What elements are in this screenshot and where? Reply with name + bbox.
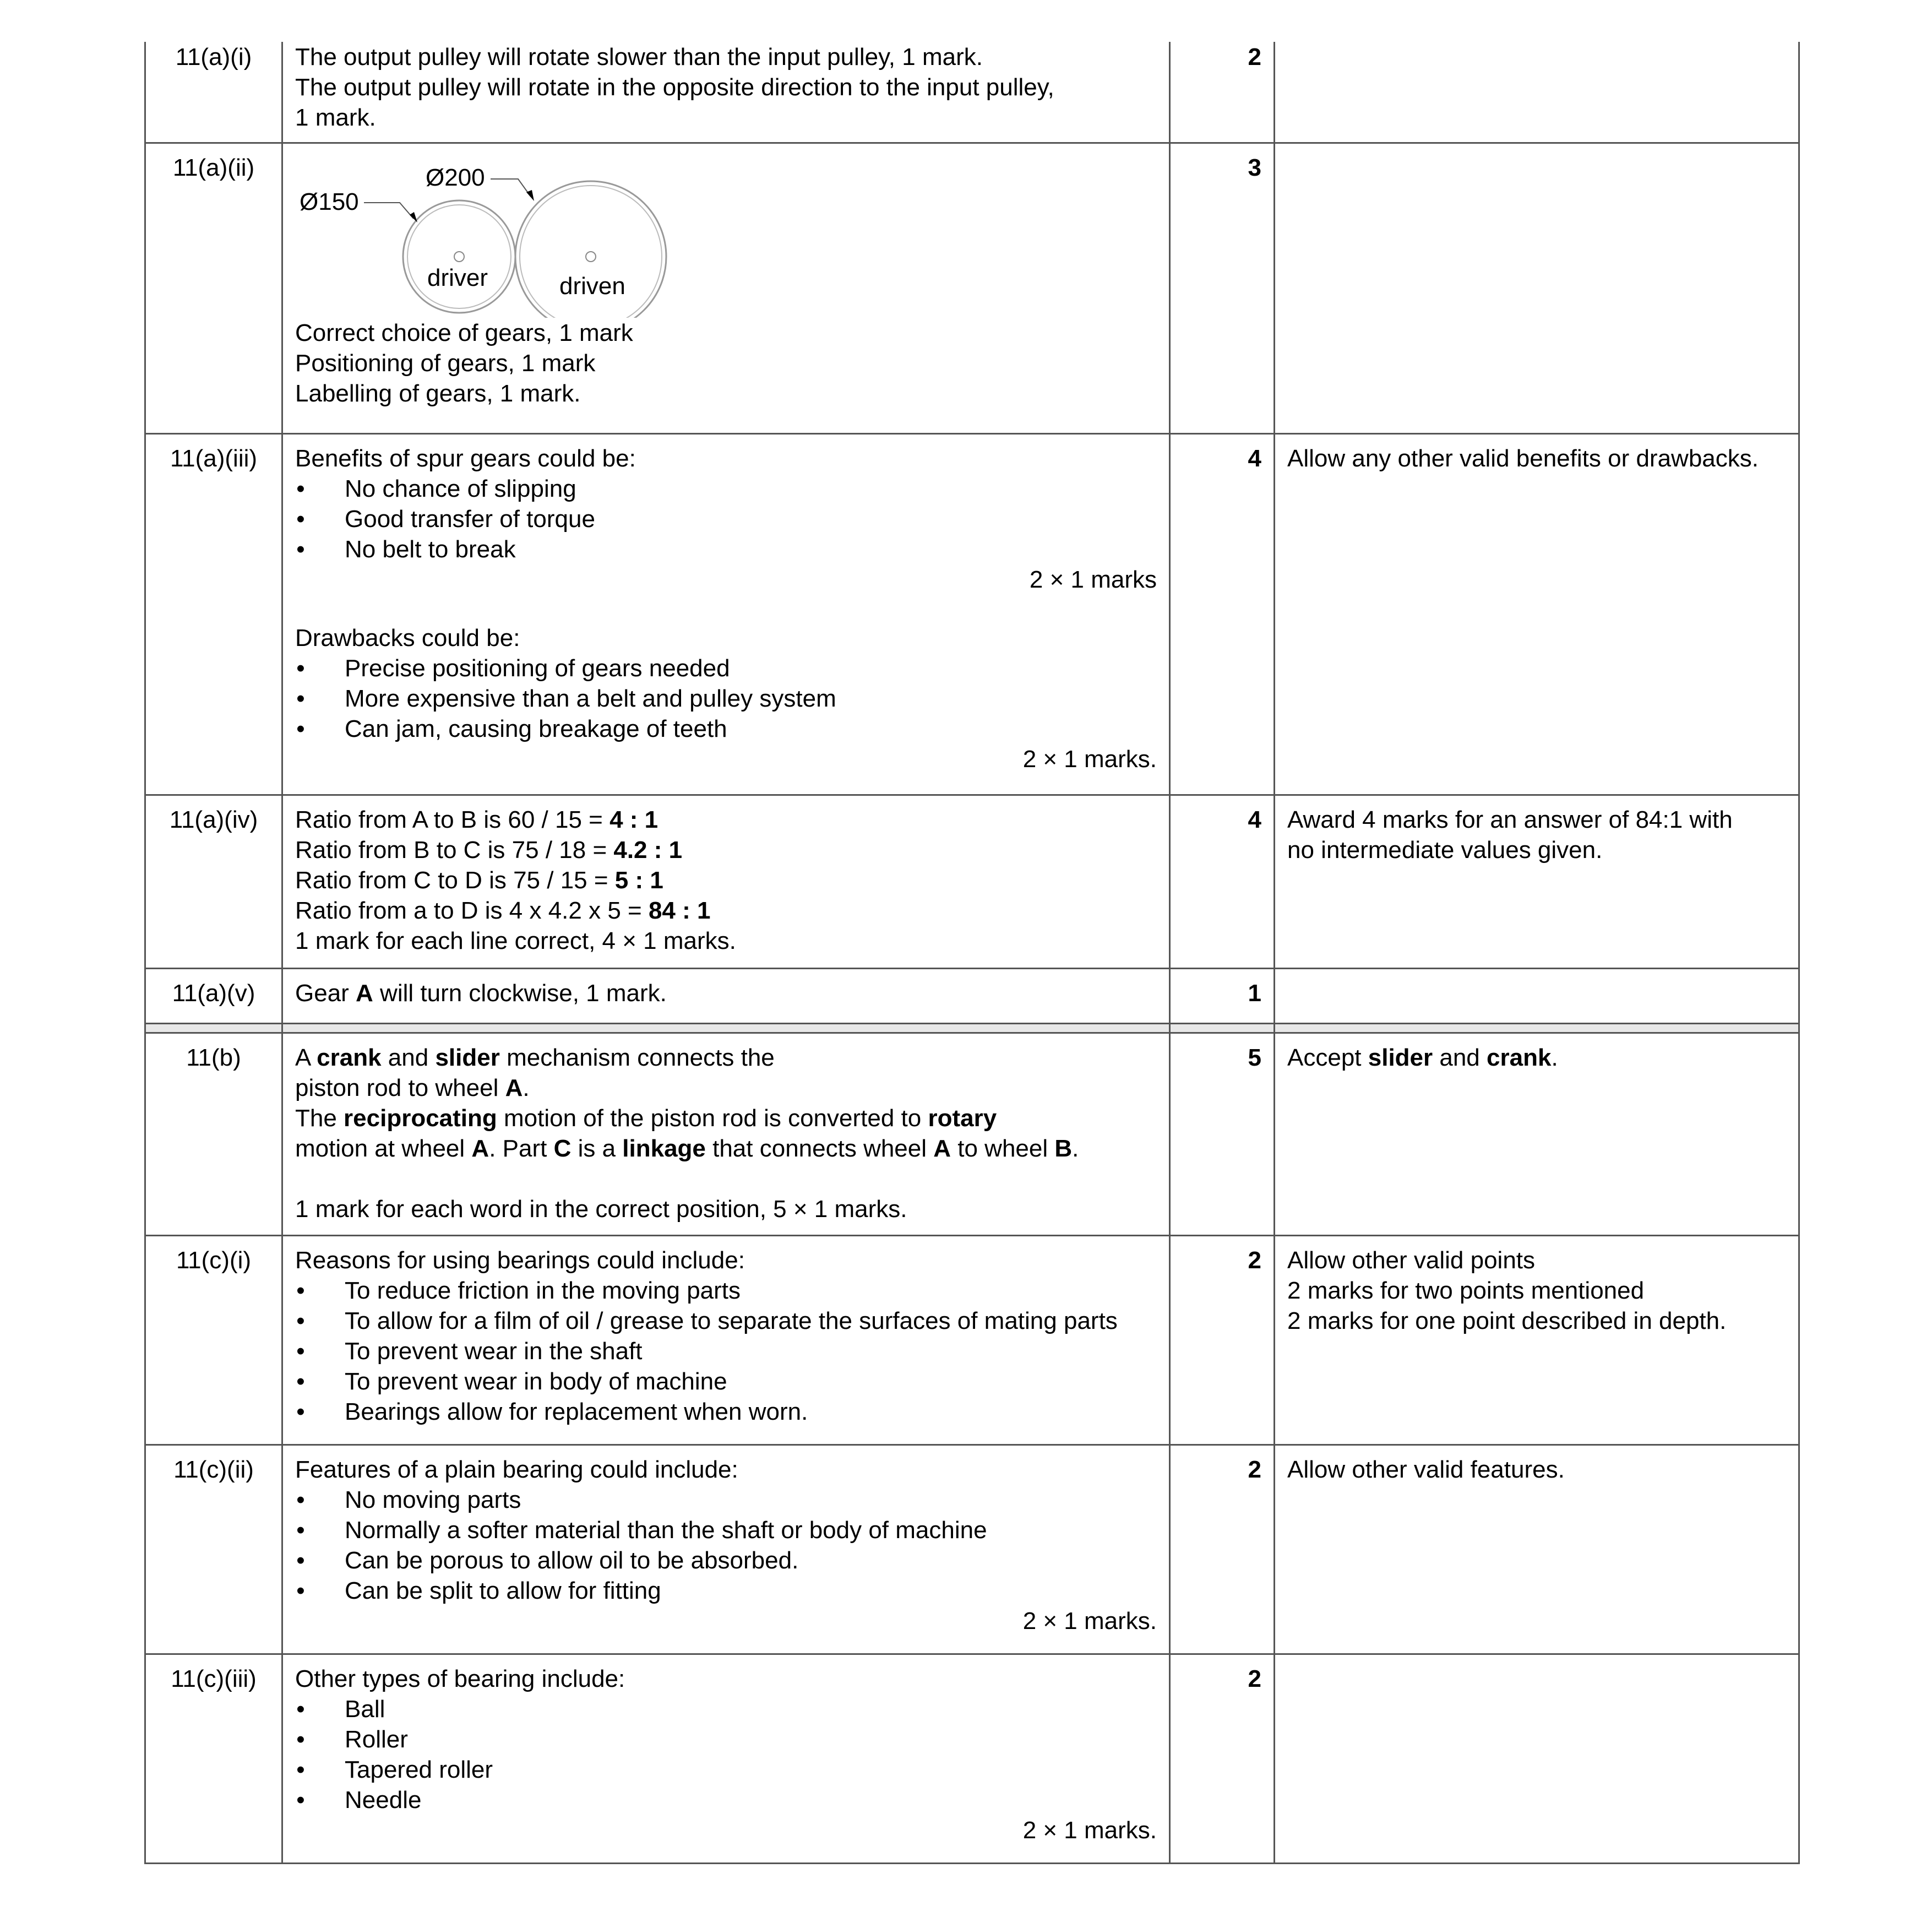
table-row <box>145 795 1799 968</box>
driven-leader-line <box>491 179 531 197</box>
list-item: • Ball <box>296 1695 385 1723</box>
drawbacks-intro: Drawbacks could be: <box>295 624 520 651</box>
guidance-cell <box>1275 1654 1799 1863</box>
marks-cell: 2 <box>1170 1235 1275 1445</box>
row-separator <box>145 1023 1799 1033</box>
driver-leader-arrow <box>410 212 417 222</box>
answer-line: Positioning of gears, 1 mark <box>295 349 596 377</box>
marks-cell: 4 <box>1170 433 1275 795</box>
answer-line: The output pulley will rotate slower than the input pulley, 1 mark. <box>295 44 983 70</box>
guidance-line: Allow other valid points <box>1287 1246 1536 1274</box>
driver-gear-outer <box>403 200 515 313</box>
guidance-cell <box>1275 968 1799 1023</box>
ratio-line: Ratio from a to D is 4 x 4.2 x 5 = 84 : 1 <box>295 897 711 924</box>
table-row <box>145 968 1799 1023</box>
guidance-line: Award 4 marks for an answer of 84:1 with <box>1287 806 1733 833</box>
marks-note: 2 × 1 marks. <box>1022 745 1157 773</box>
answer-cell <box>282 795 1170 968</box>
list-intro: Other types of bearing include: <box>295 1665 625 1692</box>
table-row <box>145 1445 1799 1654</box>
question-number: 11(c)(ii) <box>145 1445 282 1654</box>
driven-diameter-label: Ø200 <box>426 164 485 191</box>
list-intro: Features of a plain bearing could include: <box>295 1456 738 1483</box>
list-item: • Needle <box>296 1786 422 1813</box>
table-row <box>145 42 1799 143</box>
list-item: • Precise positioning of gears needed <box>296 654 730 682</box>
table-row <box>145 143 1799 433</box>
list-item: • Normally a softer material than the shaft or body of machine <box>296 1516 987 1544</box>
driver-gear-centre <box>454 252 464 262</box>
question-number: 11(a)(iv) <box>145 795 282 968</box>
marks-cell: 2 <box>1170 1445 1275 1654</box>
answer-cell <box>282 143 1170 433</box>
list-item: • No chance of slipping <box>296 475 576 502</box>
answer-cell <box>282 1445 1170 1654</box>
question-number: 11(a)(iii) <box>145 433 282 795</box>
mark-scheme-table <box>144 42 1800 1864</box>
driver-label: driver <box>427 264 488 291</box>
list-item: • Can be porous to allow oil to be absorbed. <box>296 1546 799 1574</box>
answer-line: The output pulley will rotate in the opposite direction to the input pulley, <box>295 74 1054 101</box>
question-number: 11(c)(iii) <box>145 1654 282 1863</box>
table-row <box>145 433 1799 795</box>
marks-note: 2 × 1 marks <box>1029 566 1157 593</box>
answer-cell: A crank and slider mechanism connects the piston rod to wheel A. The reciprocating motion of the piston rod is converted to rotary motion at wheel A. Part C is a linkage that connects wheel A to wheel B. 1 mark for each word in the correct position, 5 × 1 marks. <box>282 1033 1170 1235</box>
answer-cell <box>282 1235 1170 1445</box>
list-item: • To prevent wear in body of machine <box>296 1367 727 1395</box>
ratio-line: Ratio from C to D is 75 / 15 = 5 : 1 <box>295 866 663 894</box>
list-item: • To prevent wear in the shaft <box>296 1337 643 1365</box>
list-intro: Reasons for using bearings could include: <box>295 1246 745 1274</box>
list-item: • Good transfer of torque <box>296 505 595 533</box>
marks-note: 1 mark for each word in the correct position, 5 × 1 marks. <box>295 1195 907 1223</box>
answer-line: Correct choice of gears, 1 mark <box>295 319 633 346</box>
marks-cell: 4 <box>1170 795 1275 968</box>
question-number: 11(a)(v) <box>145 968 282 1023</box>
guidance-cell <box>1275 143 1799 433</box>
list-item: • No moving parts <box>296 1486 521 1513</box>
ratio-line: Ratio from A to B is 60 / 15 = 4 : 1 <box>295 806 658 833</box>
driver-leader-line <box>364 203 413 219</box>
benefits-intro: Benefits of spur gears could be: <box>295 444 636 472</box>
guidance-cell: Allow other valid features. <box>1275 1445 1799 1654</box>
answer-line: 1 mark. <box>295 104 376 131</box>
driven-gear-centre <box>586 252 596 262</box>
list-item: • No belt to break <box>296 535 516 563</box>
table-row <box>145 1033 1799 1235</box>
marks-cell: 2 <box>1170 42 1275 143</box>
marks-cell: 1 <box>1170 968 1275 1023</box>
question-number: 11(b) <box>145 1033 282 1235</box>
driven-label: driven <box>559 272 625 300</box>
answer-cell <box>282 433 1170 795</box>
answer-cell: Gear A will turn clockwise, 1 mark. <box>282 968 1170 1023</box>
question-number: 11(c)(i) <box>145 1235 282 1445</box>
table-row <box>145 1654 1799 1863</box>
guidance-cell: Accept slider and crank. <box>1275 1033 1799 1235</box>
guidance-line: no intermediate values given. <box>1287 836 1603 864</box>
marks-note: 2 × 1 marks. <box>1022 1816 1157 1844</box>
driver-diameter-label: Ø150 <box>300 188 359 215</box>
guidance-cell <box>1275 1235 1799 1445</box>
guidance-cell <box>1275 795 1799 968</box>
guidance-cell: Allow any other valid benefits or drawbacks. <box>1275 433 1799 795</box>
list-item: • More expensive than a belt and pulley system <box>296 685 836 712</box>
list-item: • To reduce friction in the moving parts <box>296 1277 741 1304</box>
table-row <box>145 1235 1799 1445</box>
answer-line: Labelling of gears, 1 mark. <box>295 379 581 407</box>
guidance-cell <box>1275 42 1799 143</box>
marks-cell: 5 <box>1170 1033 1275 1235</box>
ratio-line: Ratio from B to C is 75 / 18 = 4.2 : 1 <box>295 836 683 864</box>
marks-note: 1 mark for each line correct, 4 × 1 marks. <box>295 927 736 954</box>
list-item: • Can jam, causing breakage of teeth <box>296 715 727 742</box>
gears-drawing <box>295 153 736 318</box>
gear-diagram <box>295 153 736 318</box>
marks-note: 2 × 1 marks. <box>1022 1607 1157 1635</box>
marks-cell: 3 <box>1170 143 1275 433</box>
list-item: • To allow for a film of oil / grease to separate the surfaces of mating parts <box>296 1307 1118 1334</box>
question-number: 11(a)(ii) <box>145 143 282 433</box>
guidance-line: 2 marks for two points mentioned <box>1287 1277 1645 1304</box>
question-number: 11(a)(i) <box>145 42 282 143</box>
marks-cell: 2 <box>1170 1654 1275 1863</box>
answer-cell <box>282 42 1170 143</box>
list-item: • Tapered roller <box>296 1756 493 1783</box>
answer-cell <box>282 1654 1170 1863</box>
list-item: • Roller <box>296 1725 408 1753</box>
guidance-line: 2 marks for one point described in depth. <box>1287 1307 1727 1334</box>
list-item: • Can be split to allow for fitting <box>296 1577 661 1604</box>
list-item: • Bearings allow for replacement when worn. <box>296 1398 808 1425</box>
